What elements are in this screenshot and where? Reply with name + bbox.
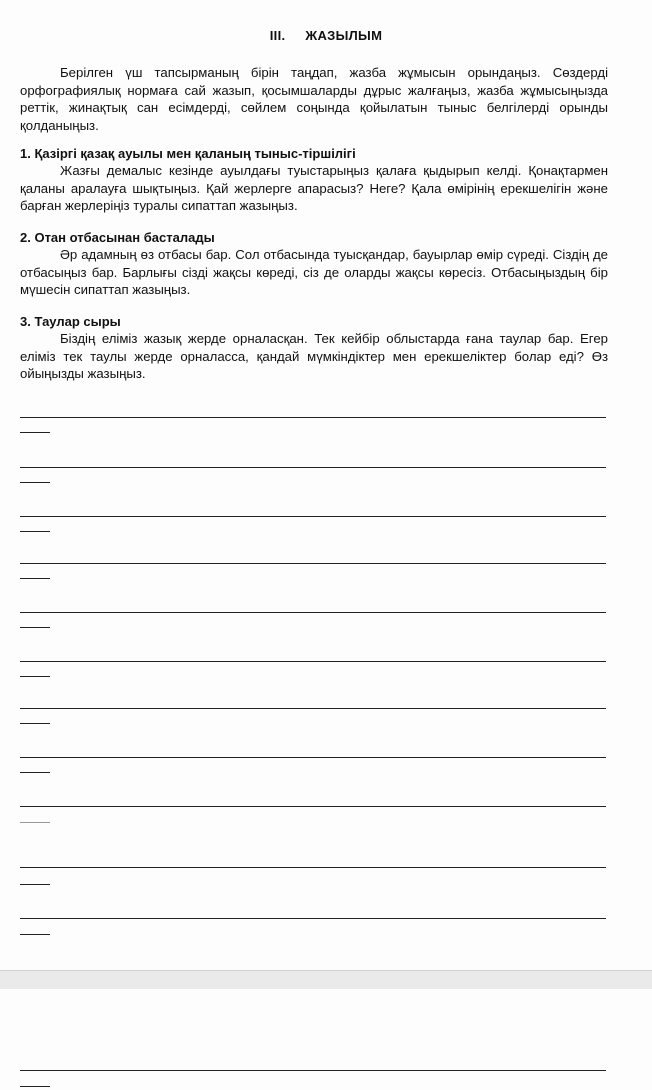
answer-line-stub (20, 482, 50, 483)
answer-line-stub (20, 432, 50, 433)
answer-line (20, 757, 606, 758)
answer-line-stub (20, 531, 50, 532)
answer-line (20, 516, 606, 517)
answer-line (20, 661, 606, 662)
answer-line-stub (20, 627, 50, 628)
answer-line-stub (20, 676, 50, 677)
task-2-text: Әр адамның өз отбасы бар. Сол отбасында туысқандар, бауырлар өмір сүреді. Сіздің де отбасыңыз бар. Барлығы сізді жақсы көреді, сіз де оларды жақсы көресіз. Отбасыңыздың бір мүшесін сипаттап жазыңыз. (20, 247, 608, 297)
answer-line (20, 612, 606, 613)
answer-line-stub (20, 884, 50, 885)
page-separator (0, 970, 652, 990)
answer-line-stub (20, 772, 50, 773)
section-heading (0, 28, 652, 43)
answer-line (20, 806, 606, 807)
answer-line (20, 1070, 606, 1071)
answer-line (20, 867, 606, 868)
answer-line (20, 708, 606, 709)
instructions-paragraph: Берілген үш тапсырманың бірін таңдап, жазба жұмысын орындаңыз. Сөздерді орфографиялық нормаға сай жазып, қосымшаларды дұрыс жалғаңыз, жазба жұмысыңызда реттік, жинақтық сан есімдерді, сөйлем соңында қойылатын тыныс белгілерді орынды қолданыңыз. (20, 65, 608, 133)
task-1-title: 1. Қазіргі қазақ ауылы мен қаланың тыныс-тіршілігі (20, 146, 356, 161)
task-2-title: 2. Отан отбасынан басталады (20, 230, 215, 245)
next-page (0, 989, 652, 1090)
answer-line-stub (20, 1086, 50, 1087)
task-3-title: 3. Таулар сыры (20, 314, 121, 329)
answer-line-stub (20, 822, 50, 823)
answer-line-stub (20, 934, 50, 935)
answer-line (20, 563, 606, 564)
answer-line-stub (20, 723, 50, 724)
section-title: ЖАЗЫЛЫМ (305, 28, 383, 43)
task-1-text: Жазғы демалыс кезінде ауылдағы туыстарыңыз қалаға қыдырып келді. Қонақтармен қаланы аралауға шықтыңыз. Қай жерлерге апарасыз? Неге? Қала өмірінің ерекшелігін және барған жерлеріңіз туралы сипаттап жазыңыз. (20, 163, 608, 213)
section-number: III. (269, 28, 286, 43)
answer-line (20, 417, 606, 418)
answer-line (20, 918, 606, 919)
task-3-text: Біздің еліміз жазық жерде орналасқан. Тек кейбір облыстарда ғана таулар бар. Егер еліміз тек таулы жерде орналасса, қандай мүмкіндіктер мен ерекшеліктер болар еді? Өз ойыңызды жазыңыз. (20, 331, 608, 381)
answer-line-stub (20, 578, 50, 579)
answer-line (20, 467, 606, 468)
